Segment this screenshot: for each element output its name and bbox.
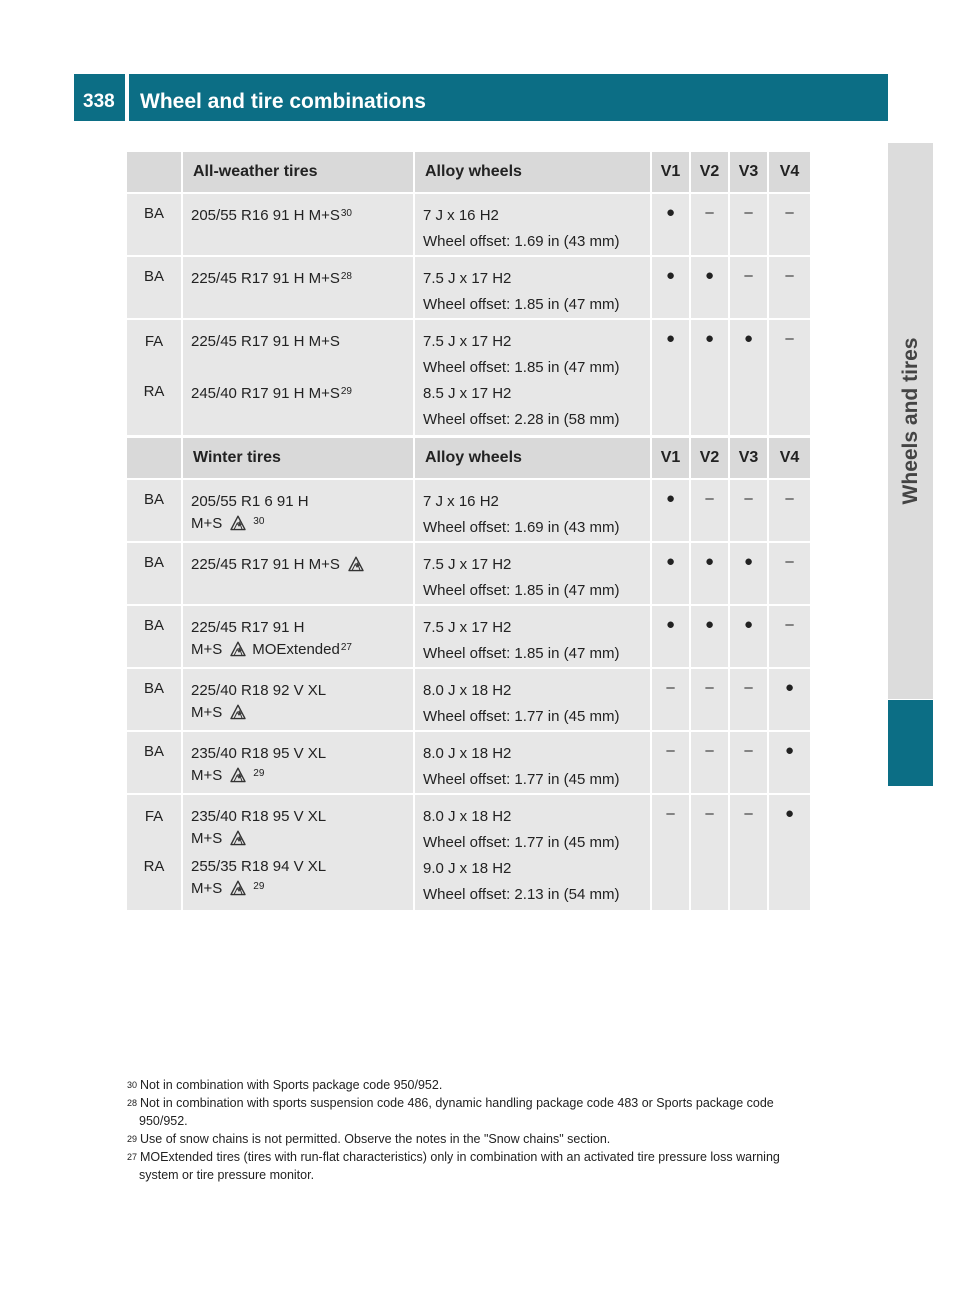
header-cell-v2: V2 — [690, 438, 729, 479]
header-cell-position — [127, 438, 182, 479]
mark-v2: – — [690, 193, 729, 256]
mark-v4: – — [768, 542, 811, 605]
wheel-size: 7 J x 16 H2 — [423, 493, 499, 510]
page-title: Wheel and tire combinations — [129, 74, 888, 121]
mark-v1: ● — [651, 542, 690, 605]
header-cell-v3: V3 — [729, 152, 768, 193]
wheel-offset: Wheel offset: 1.85 in (47 mm) — [423, 645, 620, 662]
snowflake-mountain-icon — [230, 704, 246, 720]
mark-v3: – — [729, 794, 768, 911]
table-row — [127, 794, 811, 911]
wheel-offset-front: Wheel offset: 1.85 in (47 mm) — [423, 359, 620, 376]
tire-rating-front: M+S — [191, 830, 223, 847]
wheel-offset: Wheel offset: 1.69 in (43 mm) — [423, 519, 620, 536]
mark-v2: ● — [690, 319, 729, 436]
wheel-cell — [414, 605, 651, 668]
tire-moextended: MOExtended — [252, 641, 340, 658]
tire-rating: M+S — [191, 515, 223, 532]
tire-rating: M+S — [191, 641, 223, 658]
footnote-text: Not in combination with Sports package code 950/952. — [140, 1078, 443, 1092]
header-cell-v2: V2 — [690, 152, 729, 193]
header-cell-wheels: Alloy wheels — [414, 152, 651, 193]
tire-rating: M+S — [191, 704, 223, 721]
table-row — [127, 479, 811, 542]
wheel-offset-rear: Wheel offset: 2.13 in (54 mm) — [423, 886, 620, 903]
tire-cell — [182, 605, 414, 668]
table-row — [127, 542, 811, 605]
position-rear: RA — [143, 383, 165, 400]
mark-v2: ● — [690, 605, 729, 668]
mark-v4: – — [768, 479, 811, 542]
mark-v1: ● — [651, 479, 690, 542]
mark-v1: – — [651, 794, 690, 911]
tire-cell — [182, 542, 414, 605]
snowflake-mountain-icon — [230, 830, 246, 846]
tire-cell — [182, 668, 414, 731]
header-cell-v4: V4 — [768, 438, 811, 479]
tire-cell — [182, 256, 414, 319]
mark-v3: ● — [729, 605, 768, 668]
wheel-size-rear: 9.0 J x 18 H2 — [423, 860, 512, 877]
tire-cell — [182, 193, 414, 256]
mark-v1: ● — [651, 319, 690, 436]
tire-cell — [182, 731, 414, 794]
snowflake-mountain-icon — [230, 767, 246, 783]
mark-v4: – — [768, 256, 811, 319]
tire-size-rear: 245/40 R17 91 H M+S — [191, 385, 340, 402]
footnote-ref: 29 — [253, 768, 265, 779]
position-front: FA — [144, 808, 164, 825]
mark-v3: – — [729, 479, 768, 542]
tire-size: 225/45 R17 91 H M+S — [191, 556, 340, 573]
table-row — [127, 605, 811, 668]
mark-v3: – — [729, 731, 768, 794]
footnote — [127, 1148, 817, 1184]
footnote-number: 29 — [127, 1134, 138, 1144]
wheel-cell — [414, 193, 651, 256]
tire-size: 225/45 R17 91 H — [191, 619, 305, 636]
tire-size: 205/55 R1 6 91 H — [191, 493, 309, 510]
table-header-row — [127, 438, 811, 479]
mark-v3: – — [729, 256, 768, 319]
mark-v4: – — [768, 605, 811, 668]
tire-cell — [182, 794, 414, 911]
position-cell: BA — [127, 479, 182, 542]
table-row — [127, 668, 811, 731]
mark-v4: ● — [768, 794, 811, 911]
header-cell-v3: V3 — [729, 438, 768, 479]
section-tab-label: Wheels and tires — [898, 337, 922, 505]
footnote-text: Use of snow chains is not permitted. Observe the notes in the "Snow chains" section. — [140, 1132, 611, 1146]
footnote-number: 30 — [127, 1080, 138, 1090]
mark-v1: ● — [651, 193, 690, 256]
footnote — [127, 1130, 817, 1148]
table-row — [127, 256, 811, 319]
mark-v1: – — [651, 668, 690, 731]
mark-v3: – — [729, 668, 768, 731]
wheel-cell — [414, 731, 651, 794]
mark-v3: ● — [729, 542, 768, 605]
wheel-cell — [414, 794, 651, 911]
wheel-size: 7.5 J x 17 H2 — [423, 619, 512, 636]
table-row — [127, 319, 811, 436]
table-row — [127, 731, 811, 794]
mark-v4: ● — [768, 668, 811, 731]
mark-v4: ● — [768, 731, 811, 794]
position-front: FA — [144, 333, 164, 350]
tire-cell — [182, 479, 414, 542]
position-cell: BA — [127, 668, 182, 731]
tire-size: 225/40 R18 92 V XL — [191, 682, 327, 699]
tire-cell — [182, 319, 414, 436]
tire-size-front: 225/45 R17 91 H M+S — [191, 333, 340, 350]
position-cell: BA — [127, 193, 182, 256]
wheel-size: 8.0 J x 18 H2 — [423, 745, 512, 762]
footnote-ref: 29 — [253, 881, 265, 892]
mark-v3: ● — [729, 319, 768, 436]
footnotes — [127, 1076, 817, 1184]
mark-v2: – — [690, 479, 729, 542]
wheel-cell — [414, 542, 651, 605]
wheel-cell — [414, 319, 651, 436]
footnote-ref: 28 — [340, 271, 352, 282]
mark-v3: – — [729, 193, 768, 256]
tire-size: 235/40 R18 95 V XL — [191, 745, 327, 762]
position-rear: RA — [143, 858, 165, 875]
mark-v1: ● — [651, 605, 690, 668]
wheel-offset: Wheel offset: 1.77 in (45 mm) — [423, 708, 620, 725]
header-cell-tires: Winter tires — [182, 438, 414, 479]
header-cell-v1: V1 — [651, 152, 690, 193]
header-cell-v1: V1 — [651, 438, 690, 479]
footnote-number: 28 — [127, 1098, 138, 1108]
snowflake-mountain-icon — [348, 556, 364, 572]
mark-v1: – — [651, 731, 690, 794]
footnote-ref: 30 — [253, 516, 265, 527]
position-cell: BA — [127, 256, 182, 319]
position-cell — [127, 319, 182, 436]
tire-size-front: 235/40 R18 95 V XL — [191, 808, 327, 825]
wheel-size: 7 J x 16 H2 — [423, 207, 499, 224]
footnote-ref: 27 — [340, 642, 352, 653]
wheel-offset: Wheel offset: 1.85 in (47 mm) — [423, 582, 620, 599]
footnote-text: Not in combination with sports suspension code 486, dynamic handling package code 483 or Sports package code 950/952. — [139, 1096, 774, 1128]
section-tab — [888, 143, 933, 699]
wheel-offset-rear: Wheel offset: 2.28 in (58 mm) — [423, 411, 620, 428]
wheel-offset: Wheel offset: 1.69 in (43 mm) — [423, 233, 620, 250]
table-header-row — [127, 152, 811, 193]
wheel-offset: Wheel offset: 1.85 in (47 mm) — [423, 296, 620, 313]
position-cell: BA — [127, 542, 182, 605]
mark-v2: – — [690, 731, 729, 794]
table-row — [127, 193, 811, 256]
footnote-number: 27 — [127, 1152, 138, 1162]
wheel-offset: Wheel offset: 1.77 in (45 mm) — [423, 771, 620, 788]
position-cell: BA — [127, 731, 182, 794]
mark-v2: ● — [690, 256, 729, 319]
page-number: 338 — [74, 74, 125, 121]
wheel-cell — [414, 256, 651, 319]
position-cell: BA — [127, 605, 182, 668]
tire-rating: M+S — [191, 767, 223, 784]
position-cell — [127, 794, 182, 911]
all-weather-tires-table — [127, 152, 812, 437]
wheel-size: 7.5 J x 17 H2 — [423, 556, 512, 573]
wheel-cell — [414, 668, 651, 731]
wheel-cell — [414, 479, 651, 542]
snowflake-mountain-icon — [230, 880, 246, 896]
tire-size: 205/55 R16 91 H M+S — [191, 207, 340, 224]
footnote-ref: 30 — [340, 208, 352, 219]
page-header — [74, 74, 888, 121]
mark-v1: ● — [651, 256, 690, 319]
mark-v4: – — [768, 319, 811, 436]
footnote-ref: 29 — [340, 386, 352, 397]
tire-rating-rear: M+S — [191, 880, 223, 897]
section-tab-marker — [888, 700, 933, 786]
winter-tires-table — [127, 438, 812, 912]
header-cell-tires: All-weather tires — [182, 152, 414, 193]
mark-v2: – — [690, 668, 729, 731]
wheel-size-front: 7.5 J x 17 H2 — [423, 333, 512, 350]
header-cell-v4: V4 — [768, 152, 811, 193]
header-cell-wheels: Alloy wheels — [414, 438, 651, 479]
footnote-text: MOExtended tires (tires with run-flat characteristics) only in combination with an activated tire pressure loss warning system or tire pressure monitor. — [139, 1150, 780, 1182]
snowflake-mountain-icon — [230, 641, 246, 657]
mark-v4: – — [768, 193, 811, 256]
wheel-size-front: 8.0 J x 18 H2 — [423, 808, 512, 825]
wheel-size: 8.0 J x 18 H2 — [423, 682, 512, 699]
footnote — [127, 1076, 817, 1094]
wheel-size-rear: 8.5 J x 17 H2 — [423, 385, 512, 402]
header-cell-position — [127, 152, 182, 193]
mark-v2: ● — [690, 542, 729, 605]
snowflake-mountain-icon — [230, 515, 246, 531]
mark-v2: – — [690, 794, 729, 911]
tire-size: 225/45 R17 91 H M+S — [191, 270, 340, 287]
footnote — [127, 1094, 817, 1130]
wheel-offset-front: Wheel offset: 1.77 in (45 mm) — [423, 834, 620, 851]
tire-size-rear: 255/35 R18 94 V XL — [191, 858, 327, 875]
wheel-size: 7.5 J x 17 H2 — [423, 270, 512, 287]
